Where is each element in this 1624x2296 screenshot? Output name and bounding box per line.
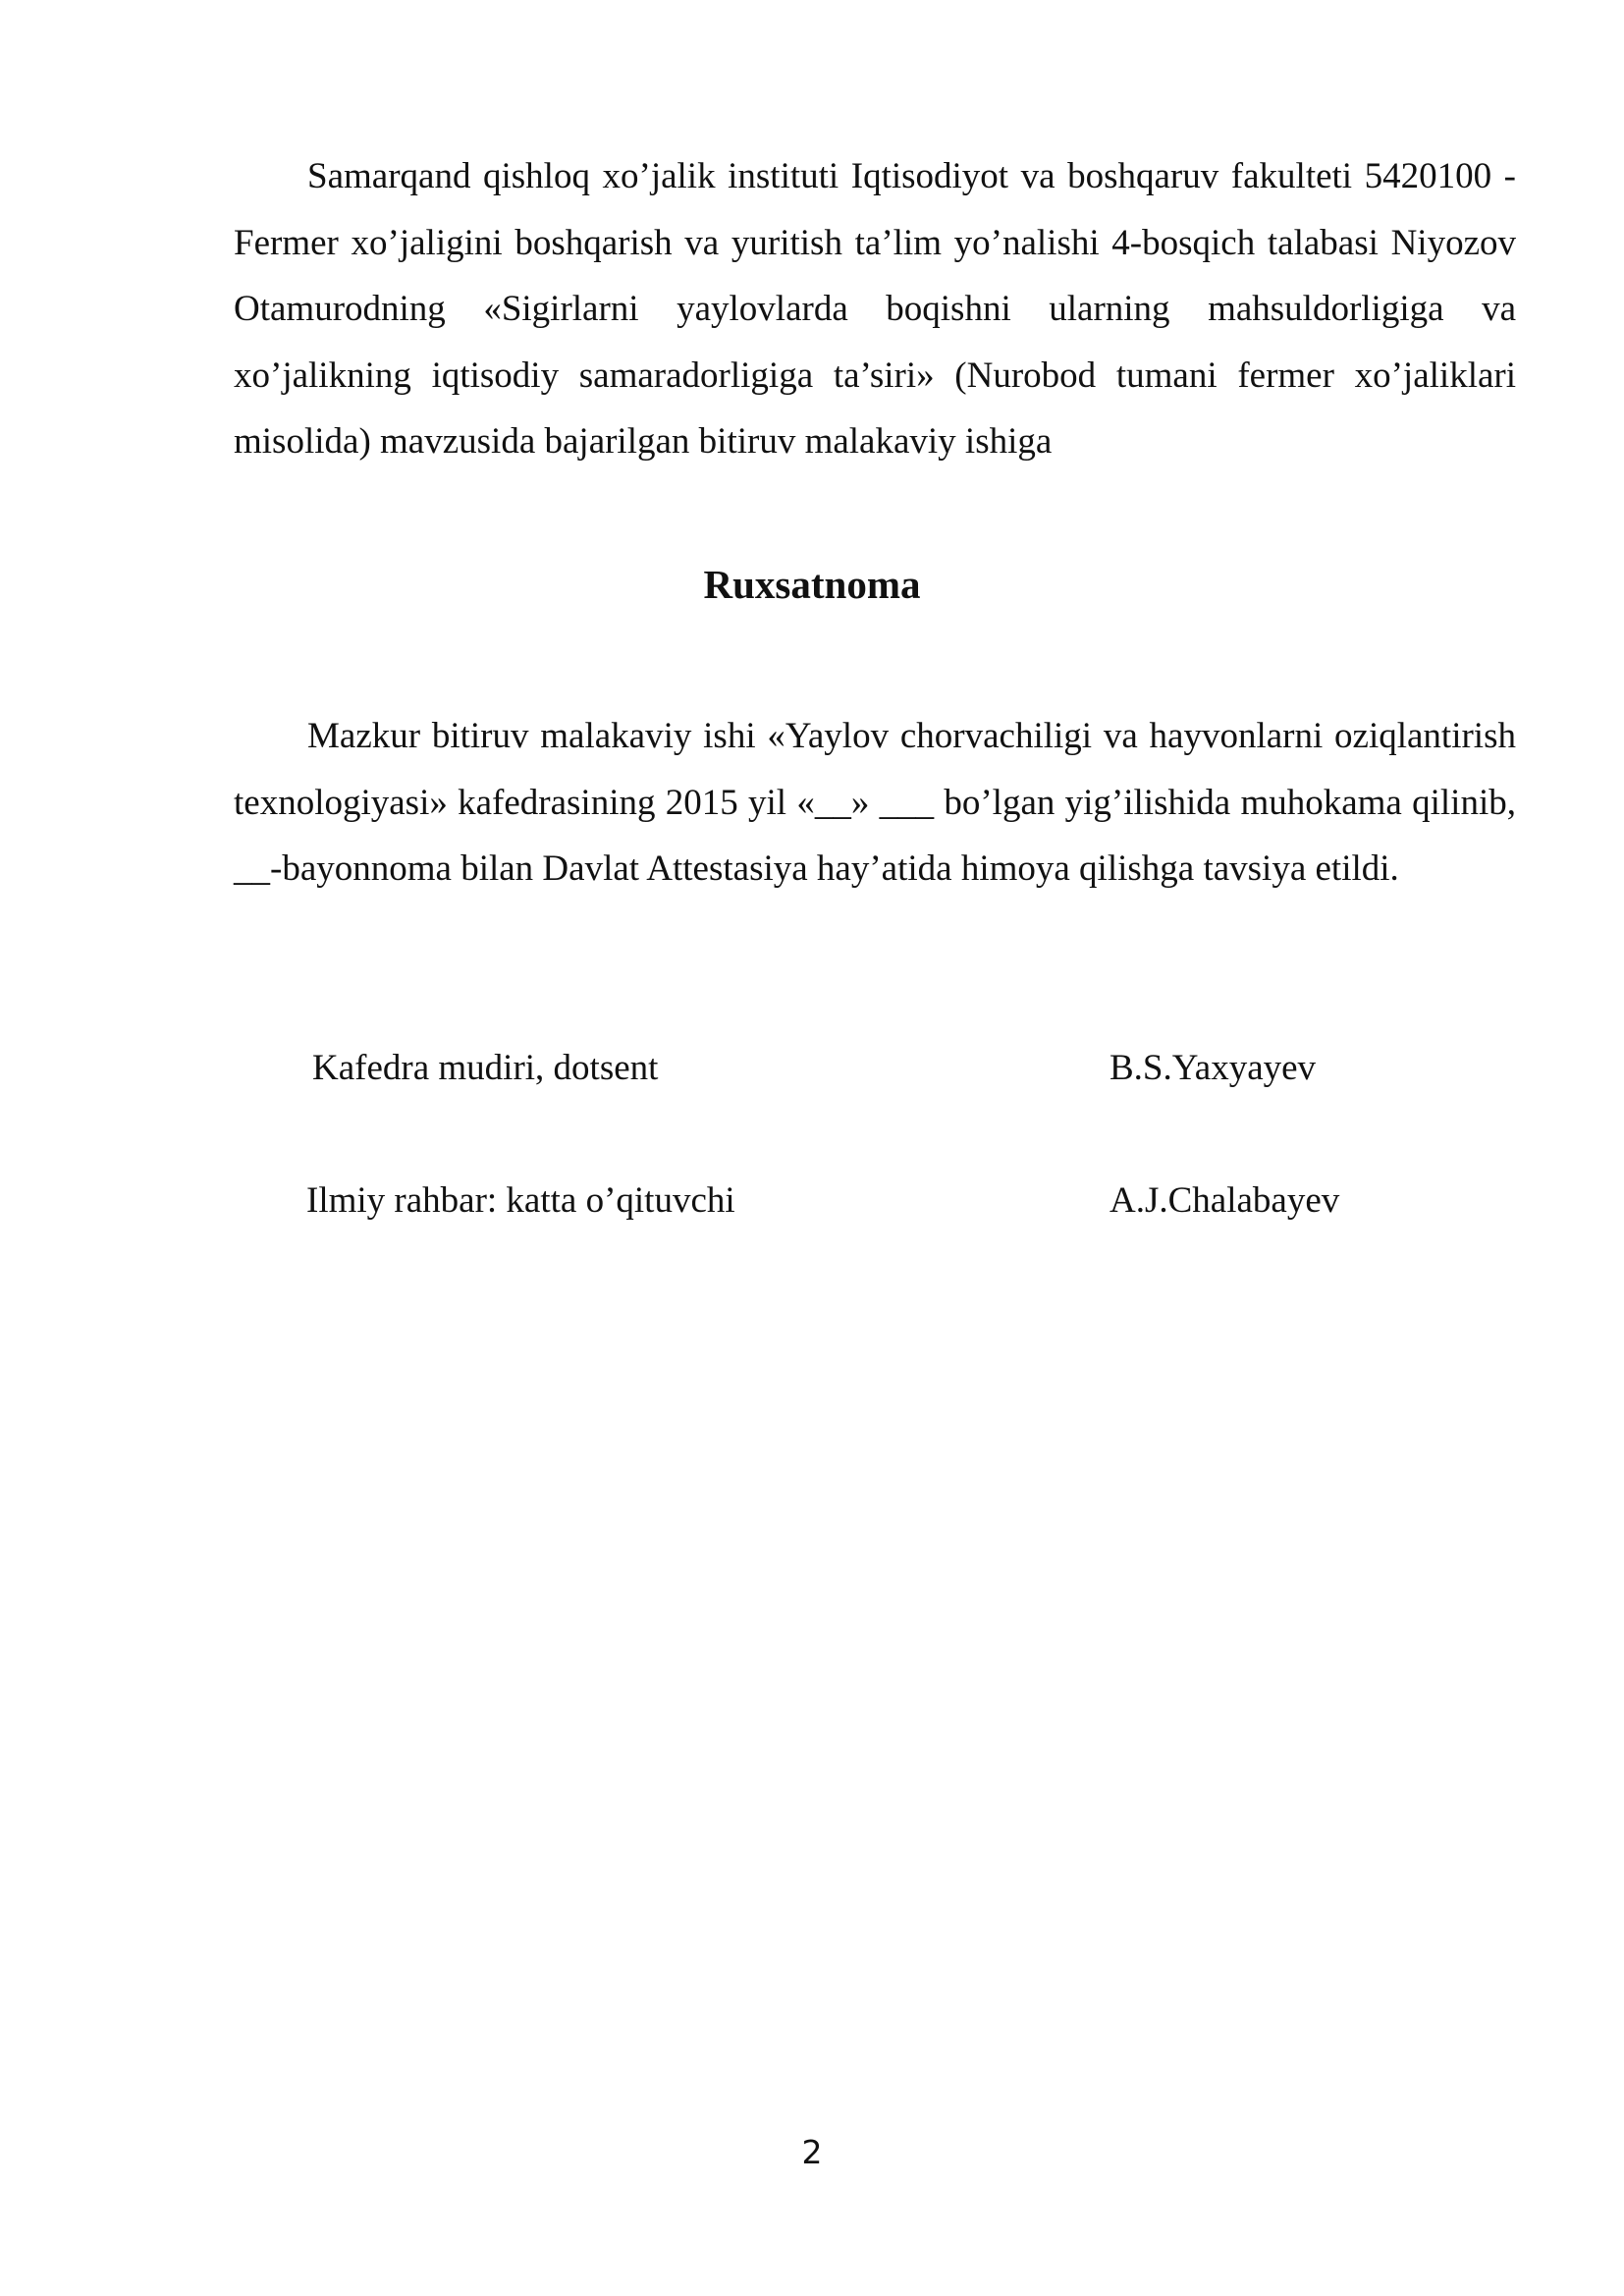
document-heading: Ruxsatnoma xyxy=(703,562,921,607)
page-number: 2 xyxy=(801,2133,823,2171)
signature-role-head-of-department: Kafedra mudiri, dotsent xyxy=(312,1048,659,1088)
approval-paragraph: Mazkur bitiruv malakaviy ishi «Yaylov chorvachiligi va hayvonlarni oziqlantirish texnologiyasi» kafedrasining 2015 yil «__» ___ bo’lgan yig’ilishida muhokama qilinib, __-bayonnoma bilan Davlat Attestasiya hay’atida himoya qilishga tavsiya etildi. xyxy=(234,716,1516,889)
signature-role-supervisor: Ilmiy rahbar: katta o’qituvchi xyxy=(306,1180,735,1221)
intro-paragraph: Samarqand qishloq xo’jalik instituti Iqtisodiyot va boshqaruv fakulteti 5420100 - Fermer xo’jaligini boshqarish va yuritish ta’lim yo’nalishi 4-bosqich talabasi Niyozov Otamurodning «Sigirlarni yaylovlarda boqishni ularning mahsuldorligiga va xo’jalikning iqtisodiy samaradorligiga ta’siri» (Nurobod tumani fermer xo’jaliklari misolida) mavzusida bajarilgan bitiruv malakaviy ishiga xyxy=(234,156,1516,462)
signature-name-head-of-department: B.S.Yaxyayev xyxy=(1110,1048,1317,1088)
signature-name-supervisor: A.J.Chalabayev xyxy=(1110,1180,1340,1221)
